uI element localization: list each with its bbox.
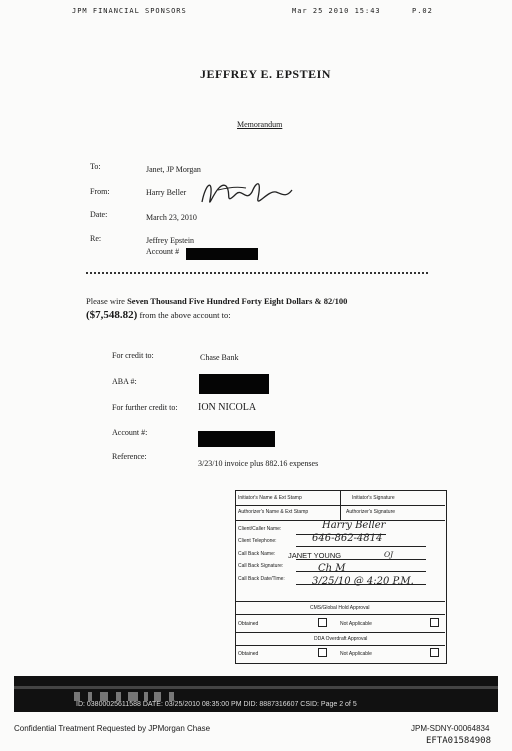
redaction-bar (186, 248, 258, 260)
call-back-signature-label: Call Back Signature: (238, 563, 284, 569)
call-back-datetime-label: Call Back Date/Time: (238, 576, 285, 582)
confidential-notice: Confidential Treatment Requested by JPMorgan Chase (14, 724, 211, 733)
client-caller-name-label: Client/Caller Name: (238, 526, 282, 532)
to-value: Janet, JP Morgan (146, 165, 201, 174)
handwritten-signature: Ch M (318, 563, 346, 574)
obtained-label-2: Obtained (238, 651, 259, 657)
signature (196, 172, 296, 216)
obtained-checkbox-2[interactable] (318, 648, 327, 657)
not-applicable-checkbox-2[interactable] (430, 648, 439, 657)
obtained-checkbox-1[interactable] (318, 618, 327, 627)
handwritten-initials: OJ (384, 550, 394, 559)
authorizer-signature-label: Authorizer's Signature (346, 509, 396, 515)
fax-header-page: P.02 (412, 7, 433, 15)
separator (86, 272, 428, 278)
credit-to-value: Chase Bank (200, 353, 239, 362)
date-value: March 23, 2010 (146, 213, 197, 222)
handwritten-caller-phone: 646-862-4814 (312, 533, 383, 544)
client-telephone-label: Client Telephone: (238, 538, 277, 544)
cms-hold-approval-label: CMS/Global Hold Approval (310, 605, 370, 611)
handwritten-callback-datetime: 3/25/10 @ 4:20 P.M. (312, 576, 414, 587)
re-label: Re: (90, 234, 102, 243)
letterhead-title: JEFFREY E. EPSTEIN (200, 67, 331, 81)
account-label: Account # (146, 247, 180, 256)
re-value: Jeffrey Epstein (146, 236, 195, 245)
redaction-bar (199, 374, 269, 394)
initiator-name-label: Initiator's Name & Ext Stamp (238, 495, 302, 501)
wire-instruction-line-1: Please wire Seven Thousand Five Hundred Forty Eight Dollars & 82/100 (86, 296, 348, 306)
further-credit-value: ION NICOLA (198, 402, 257, 413)
from-label: From: (90, 187, 110, 196)
call-back-name-value: JANET YOUNG (288, 551, 342, 560)
aba-label: ABA #: (112, 377, 137, 386)
to-label: To: (90, 162, 101, 171)
credit-to-label: For credit to: (112, 351, 154, 360)
not-applicable-label-1: Not Applicable (340, 621, 372, 627)
account-number-label: Account #: (112, 428, 148, 437)
call-back-name-label: Call Back Name: (238, 551, 276, 557)
further-credit-label: For further credit to: (112, 403, 178, 412)
fax-header-datetime: Mar 25 2010 15:43 (292, 7, 381, 15)
handwritten-caller-name: Harry Beller (322, 520, 386, 531)
obtained-label-1: Obtained (238, 621, 259, 627)
redaction-bar (198, 431, 275, 447)
fax-header-sender: JPM FINANCIAL SPONSORS (72, 7, 187, 15)
authorizer-name-label: Authorizer's Name & Ext Stamp (238, 509, 309, 515)
initiator-signature-label: Initiator's Signature (352, 495, 395, 501)
wire-instruction-line-2: ($7,548.82) from the above account to: (86, 309, 231, 321)
reference-label: Reference: (112, 452, 147, 461)
from-value: Harry Beller (146, 188, 187, 197)
bates-number: JPM-SDNY-00064834 (411, 724, 490, 733)
not-applicable-checkbox-1[interactable] (430, 618, 439, 627)
efta-number: EFTA01584908 (426, 736, 492, 746)
not-applicable-label-2: Not Applicable (340, 651, 372, 657)
reference-value: 3/23/10 invoice plus 882.16 expenses (198, 459, 319, 468)
date-label: Date: (90, 210, 108, 219)
dda-overdraft-approval-label: DDA Overdraft Approval (314, 636, 368, 642)
document-type: Memorandum (237, 120, 283, 129)
fax-transmission-id: ID: 03800025611588 DATE: 03/25/2010 08:35:00 PM DID: 8887316607 CSID: Page 2 of 5 (76, 701, 357, 708)
